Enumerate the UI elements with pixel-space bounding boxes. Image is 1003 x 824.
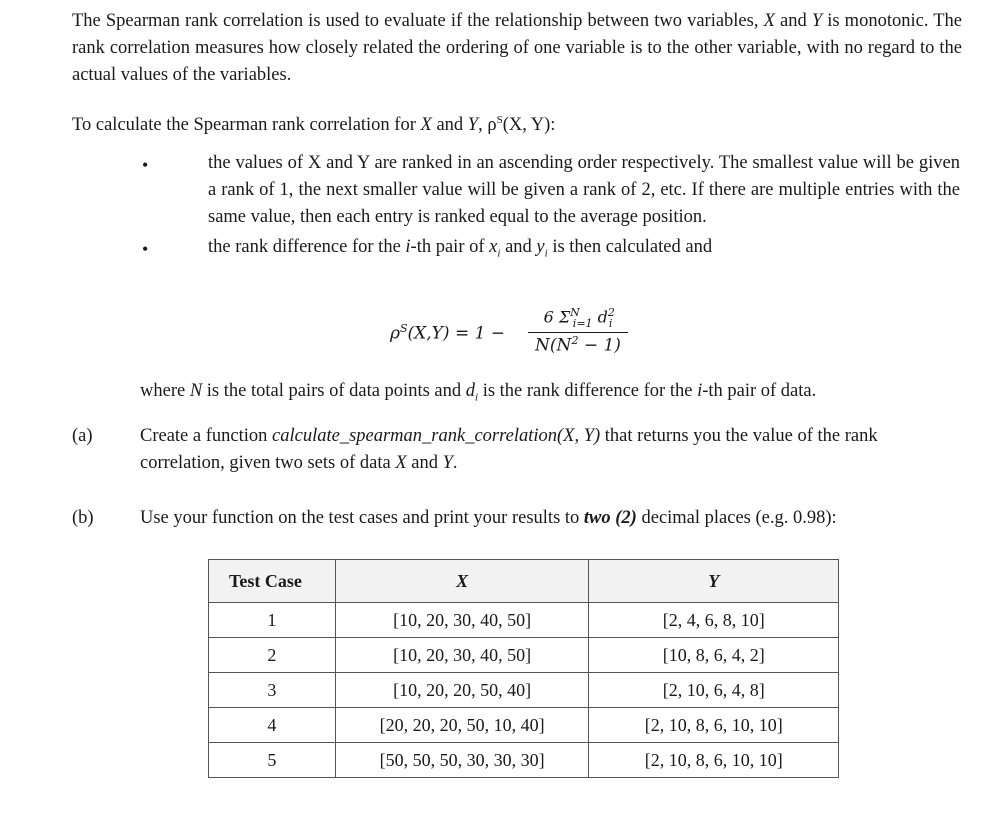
bullet-marker: •: [142, 155, 149, 175]
table-row: [209, 673, 839, 708]
part-a-text: Create a function calculate_spearman_rank_correlation(X, Y) that returns you the value of the rank correlation, given two sets of data X and Y.: [140, 426, 878, 473]
calc-intro-paragraph: To calculate the Spearman rank correlation for X and Y, $\rho^S(X$, Y):: [72, 114, 556, 136]
table-header-row: [209, 560, 839, 603]
formula-fraction: [528, 306, 628, 355]
bullet-marker: •: [142, 239, 149, 259]
where-clause: where N is the total pairs of data points and $d_i$ is the rank difference for the i-th pair of data.: [140, 381, 817, 404]
header-y: Y: [589, 560, 839, 603]
formula-denominator: $N(N^2 - 1)$: [535, 333, 621, 356]
cell-test-case: 4: [209, 708, 336, 743]
cell-y: [2, 10, 8, 6, 10, 10]: [589, 708, 839, 743]
spearman-formula: [390, 300, 650, 370]
cell-y: [2, 10, 6, 4, 8]: [589, 673, 839, 708]
part-b-text: Use your function on the test cases and print your results to two (2) decimal places (e.g. 0.98):: [140, 508, 837, 528]
bullet-ranking: the values of X and Y are ranked in an ascending order respectively. The smallest value will be given a rank of 1, the next smaller value will be given a rank of 2, etc. If there are multiple entries with the same value, then each entry is ranked equal to the average position.: [208, 153, 960, 227]
cell-x: [10, 20, 30, 40, 50]: [335, 603, 589, 638]
cell-x: [10, 20, 20, 50, 40]: [335, 673, 589, 708]
table-row: [209, 743, 839, 778]
cell-test-case: 2: [209, 638, 336, 673]
cell-y: [10, 8, 6, 4, 2]: [589, 638, 839, 673]
bullet-rank-difference: the rank difference for the i-th pair of $x_i$ and $y_i$ is then calculated and: [208, 237, 713, 260]
part-a-label: (a): [72, 426, 93, 446]
table-row: [209, 603, 839, 638]
cell-y: [2, 4, 6, 8, 10]: [589, 603, 839, 638]
header-test-case: Test Case: [209, 560, 336, 603]
cell-y: [2, 10, 8, 6, 10, 10]: [589, 743, 839, 778]
intro-paragraph: The Spearman rank correlation is used to evaluate if the relationship between two variables, X and Y is monotonic. The rank correlation measures how closely related the ordering of one variable is to the other variable, with no regard to the actual values of the variables.: [72, 11, 962, 85]
part-b-label: (b): [72, 508, 94, 528]
cell-x: [20, 20, 20, 50, 10, 40]: [335, 708, 589, 743]
cell-test-case: 1: [209, 603, 336, 638]
cell-x: [10, 20, 30, 40, 50]: [335, 638, 589, 673]
test-cases-table: [208, 559, 839, 778]
formula-lhs: $\rho^S(X,Y) = 1$ −: [390, 322, 506, 344]
table-row: [209, 708, 839, 743]
cell-test-case: 5: [209, 743, 336, 778]
table-row: [209, 638, 839, 673]
formula-numerator: 6 $\Sigma^N_{i=1}$ $d^2_i$: [528, 306, 628, 333]
header-x: X: [335, 560, 589, 603]
cell-test-case: 3: [209, 673, 336, 708]
cell-x: [50, 50, 50, 30, 30, 30]: [335, 743, 589, 778]
